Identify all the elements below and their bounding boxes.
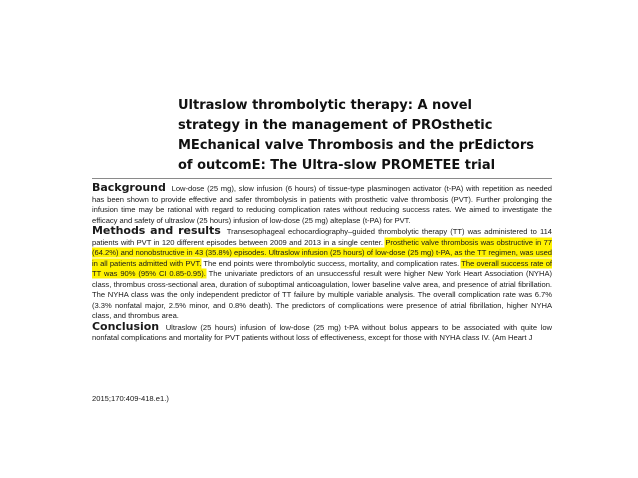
- methods-heading: Methods and results: [92, 224, 221, 237]
- title-line: strategy in the management of PROsthetic: [178, 118, 493, 133]
- title-line: MEchanical valve Thrombosis and the prEdictors: [178, 138, 534, 153]
- title-line: Ultraslow thrombolytic therapy: A novel: [178, 98, 472, 113]
- methods-text: The univariate predictors of an unsuccessful result were higher New York Heart Association (NYHA) class, thrombus cross-sectional area, duration of suboptimal anticoagulation, lower baseline valve area, and presence of atrial fibrillation. The NYHA class was the only independent predictor of TT failure by multiple variable analysis. The overall complication rate was 6.7% (3.3% nonfatal major, 2.5% minor, and 0.8% death). The predictors of complications were presence of atrial fibrillation, higher NYHA class, and thrombus area.: [92, 269, 552, 320]
- background-section: [92, 183, 552, 226]
- conclusion-section: [92, 319, 552, 344]
- cropped-citation-line: [92, 388, 552, 403]
- background-heading: Background: [92, 181, 166, 194]
- citation-text: 2015;170:409-418.e1.): [92, 394, 169, 403]
- background-text: Low-dose (25 mg), slow infusion (6 hours) of tissue-type plasminogen activator (t-PA) with repetition as needed has been shown to provide effective and safer thrombolysis in patients with prosthetic valve thrombosis (PVT). Further prolonging the infusion time may be rational with regard to reducing complication rates without reducing success rates. We aimed to investigate the efficacy and safety of ultraslow (25 hours) infusion of low-dose (25 mg) alteplase (t-PA) for PVT.: [92, 184, 552, 225]
- paper-title: [178, 96, 534, 176]
- title-line: of outcomE: The Ultra-slow PROMETEE trial: [178, 158, 496, 173]
- conclusion-text: Ultraslow (25 hours) infusion of low-dose (25 mg) t-PA without bolus appears to be associated with quite low nonfatal complications and mortality for PVT patients without loss of effectiveness, except for those with NYHA class IV. (Am Heart J: [92, 322, 552, 342]
- methods-text: Transesophageal echocardiography–guided thrombolytic therapy (TT) was administered to 114 patients with PVT in 120 different episodes between 2009 and 2013 in a single center.: [92, 227, 552, 247]
- methods-section: [92, 226, 552, 322]
- title-divider: [92, 178, 552, 179]
- highlighted-text: Prosthetic valve thrombosis was obstructive in 77 (64.2%) and nonobstructive in 43 (35.8%) episodes. Ultraslow infusion (25 hours) of low-dose (25 mg) t-PA, as the TT regimen, was used in all patients admitted with PVT.: [92, 237, 552, 268]
- abstract: [92, 183, 552, 344]
- methods-text: The end points were thrombolytic success, mortality, and complication rates.: [203, 258, 460, 268]
- highlighted-text: The overall success rate of TT was 90% (95% CI 0.85-0.95).: [92, 258, 553, 278]
- conclusion-heading: Conclusion: [92, 319, 160, 333]
